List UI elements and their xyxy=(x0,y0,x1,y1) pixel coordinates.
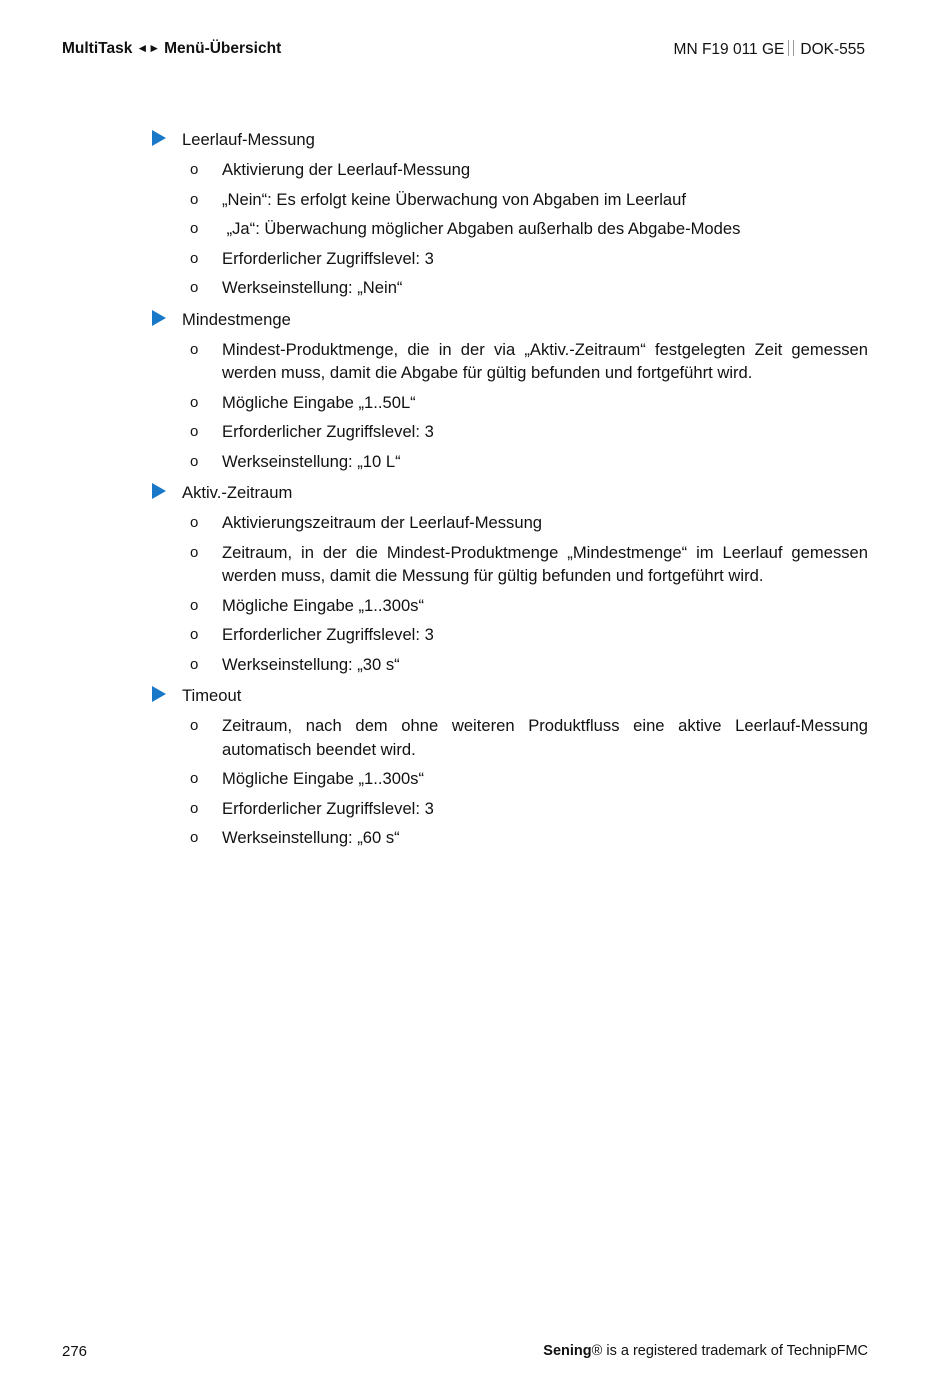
list-item: o „Nein“: Es erfolgt keine Überwachung von Abgaben im Leerlauf xyxy=(150,188,868,212)
list-item: o Erforderlicher Zugriffslevel: 3 xyxy=(150,247,868,271)
section-leerlauf-messung xyxy=(150,128,868,300)
page-number: 276 xyxy=(62,1343,88,1360)
section-items xyxy=(150,158,868,300)
triangle-bullet-icon xyxy=(152,130,166,146)
brand-name: Sening xyxy=(543,1343,592,1359)
circle-bullet-icon: o xyxy=(190,340,199,358)
list-item: o Werkseinstellung: „Nein“ xyxy=(150,276,868,300)
triangle-bullet-icon xyxy=(152,310,166,326)
circle-bullet-icon: o xyxy=(190,514,199,531)
section-items xyxy=(150,511,868,676)
circle-bullet-icon: o xyxy=(190,452,199,470)
list-item: o Mögliche Eingabe „1..50L“ xyxy=(150,391,868,415)
page-content xyxy=(150,128,868,858)
section-title: Mindestmenge xyxy=(150,308,868,332)
list-item: o Aktivierung der Leerlauf-Messung xyxy=(150,158,868,182)
circle-bullet-icon: o xyxy=(190,190,199,208)
section-title: Leerlauf-Messung xyxy=(150,128,868,152)
section-items xyxy=(150,714,868,850)
list-item: o Mögliche Eingabe „1..300s“ xyxy=(150,594,868,618)
list-item: o Zeitraum, in der die Mindest-Produktmenge „Mindestmenge“ im Leerlauf gemessen werden muss, damit die Messung für gültig befunden und fortgeführt wird. xyxy=(190,542,868,585)
trademark-text: ® is a registered trademark of TechnipFMC xyxy=(591,1343,868,1359)
section-title: Aktiv.-Zeitraum xyxy=(150,481,868,505)
circle-bullet-icon: o xyxy=(190,543,199,561)
circle-bullet-icon: o xyxy=(190,393,199,411)
doc-number: MN F19 011 GE xyxy=(673,41,785,58)
list-item: o Erforderlicher Zugriffslevel: 3 xyxy=(150,420,868,444)
triangle-bullet-icon xyxy=(152,686,166,702)
page-header xyxy=(62,40,865,60)
header-separator xyxy=(788,40,794,56)
circle-bullet-icon: o xyxy=(190,596,199,614)
doc-code: DOK-555 xyxy=(800,41,865,58)
circle-bullet-icon: o xyxy=(190,799,199,817)
circle-bullet-icon: o xyxy=(190,770,199,787)
circle-bullet-icon: o xyxy=(190,161,199,178)
circle-bullet-icon: o xyxy=(190,279,199,296)
section-items xyxy=(150,338,868,474)
section-title: Timeout xyxy=(150,684,868,708)
circle-bullet-icon: o xyxy=(190,717,199,734)
list-item: o Werkseinstellung: „30 s“ xyxy=(150,653,868,677)
section-aktiv-zeitraum xyxy=(150,481,868,676)
header-doc-info xyxy=(674,40,865,59)
list-item: o Werkseinstellung: „60 s“ xyxy=(150,826,868,850)
circle-bullet-icon: o xyxy=(190,829,199,846)
list-item: o Mögliche Eingabe „1..300s“ xyxy=(150,767,868,791)
nav-arrows-icon: ◄► xyxy=(136,41,161,55)
circle-bullet-icon: o xyxy=(190,220,199,237)
list-item: o Erforderlicher Zugriffslevel: 3 xyxy=(150,797,868,821)
circle-bullet-icon: o xyxy=(190,423,199,440)
header-title xyxy=(62,40,281,58)
list-item: o Erforderlicher Zugriffslevel: 3 xyxy=(150,623,868,647)
circle-bullet-icon: o xyxy=(190,249,199,267)
section-mindestmenge xyxy=(150,308,868,474)
circle-bullet-icon: o xyxy=(190,655,199,673)
list-item: o Mindest-Produktmenge, die in der via „Aktiv.-Zeitraum“ festgelegten Zeit gemessen werden muss, damit die Abgabe für gültig befunden und fortgeführt wird. xyxy=(190,339,868,382)
header-subtitle: Menü-Übersicht xyxy=(164,40,282,57)
triangle-bullet-icon xyxy=(152,483,166,499)
list-item: o Aktivierungszeitraum der Leerlauf-Messung xyxy=(150,511,868,535)
header-product: MultiTask xyxy=(62,40,133,57)
list-item: o Werkseinstellung: „10 L“ xyxy=(150,450,868,474)
section-timeout xyxy=(150,684,868,850)
trademark-notice xyxy=(543,1343,868,1359)
list-item: o „Ja“: Überwachung möglicher Abgaben außerhalb des Abgabe-Modes xyxy=(150,217,868,241)
circle-bullet-icon: o xyxy=(190,626,199,643)
list-item: o Zeitraum, nach dem ohne weiteren Produktfluss eine aktive Leerlauf-Messung automatisch beendet wird. xyxy=(190,716,868,759)
